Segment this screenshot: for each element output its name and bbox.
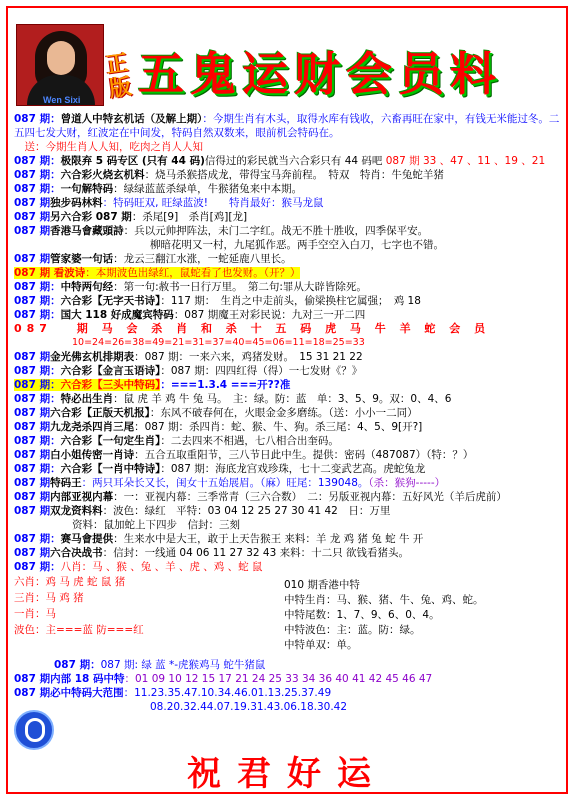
line-segment: 087 期： [14,435,61,447]
line-segment: 087 期 [14,491,51,503]
line-segment: 087 期 [14,407,51,419]
line-segment: ：087 期：杀四肖：蛇、猴、牛、狗。杀三尾：4、5、9[开?] [134,421,423,433]
line-segment: 087 期 [14,225,51,237]
header [8,8,566,112]
line-segment: ：特码旺双, 旺绿蓝波! 特肖最好：猴马龙鼠 [102,197,324,209]
circle-logo-icon [14,710,54,750]
content-lines [14,112,564,714]
text-line [14,420,564,434]
line-segment: ：一：亚视内幕：三季常青（三六合数） 二：另版亚视内幕：五好风光（羊后虎前） [113,491,507,503]
line-segment: 087 期 [14,267,54,279]
line-segment: ：波色：绿红 平特：03 04 12 25 27 30 41 42 日：万里 [102,505,391,517]
line-segment: 087 期 [14,211,51,223]
line-segment: 087 期： [14,155,61,167]
line-segment: ：087 期：一来六来，鸡猪发财。 15 31 21 22 [134,351,363,363]
line-segment: ：117 期： 生肖之中走前头，偷梁换柱它属强； 鸡 18 [160,295,421,307]
line-segment: 柳暗花明又一村，九尾狐作恶。两手空空入白刀，七字也不错。 [150,239,444,251]
line-segment: 赛马會提供 [60,533,114,545]
line-segment: 087 期: 绿 蓝 *-虎猴鸡马 蛇牛猪鼠 [100,659,266,671]
photo-tag: Wen Sixi [43,95,81,105]
text-line [14,672,564,686]
line-segment: 087 期 马 会 杀 肖 和 杀 十 五 码 虎 马 牛 羊 蛇 会 员 [14,322,491,335]
line-segment: 另六合彩 087 期 [50,211,132,223]
pick-line: 六肖：鸡 马 虎 蛇 鼠 猪 [14,576,126,588]
line-segment: 六合决战书 [50,547,103,559]
line-segment: ：087 期：四四红得（得）一七发财《？》 [160,365,363,377]
line-segment: 曾道人中特玄机话（及解上期） [60,113,203,125]
text-line [14,448,564,462]
text-line [14,658,564,672]
line-segment: 内部亚视内幕 [50,491,114,503]
text-line [14,700,564,714]
text-line [14,406,564,420]
pick-line: 波色：主===蓝 防===红 [14,624,144,636]
text-line [14,280,564,294]
line-segment: 087 期： [14,379,61,391]
line-segment: 白小姐传密一肖诗 [50,449,135,461]
line-segment: ：兵以元帅押阵法，未门二字红。战无不胜十胜收，四季保平安。 [123,225,429,237]
pick-line: 一肖：马 [14,608,56,620]
text-line [14,182,564,196]
text-line [14,546,564,560]
line-segment: 中特两句经 [60,281,114,293]
text-line [14,336,564,350]
line-segment: 087 期内部 18 码中特 [14,673,125,685]
line-segment: 双龙资料料 [50,505,103,517]
line-segment: 087 期 33 、47 、11 、19 、21 [385,155,546,167]
line-segment: 087 期： [14,365,61,377]
line-segment: ：绿绿蓝蓝杀绿单，牛猴猪兔来中本期。 [113,183,303,195]
text-line [14,112,564,140]
line-segment: ：087 期魔王对彩民说：九对三一开二四 [173,309,366,321]
text-line [14,196,564,210]
line-segment: 六合彩【一句定生肖】 [60,435,161,447]
line-segment: 087 期： [14,561,61,573]
line-segment: ：杀尾[9] 杀肖[鸡][龙] [131,211,248,223]
text-line [14,504,564,518]
line-segment: 087 期 [14,547,51,559]
tail-lines [14,658,564,714]
text-line [14,140,564,154]
line-segment: 六合彩【三头中特码】 [60,379,161,391]
line-segment: ：11.23.35.47.10.34.46.01.13.25.37.49 [123,687,332,699]
line-segment: ：鼠 虎 羊 鸡 牛 兔 马。 主：绿。防：蓝 单：3、5、9。双：0、4、6 [113,393,452,405]
line-segment: 087 期： [14,281,61,293]
line-segment: 08.20.32.44.07.19.31.43.06.18.30.42 [150,701,348,713]
poster-frame [6,6,568,794]
line-segment: 六合彩【无字天书诗】 [60,295,161,307]
line-segment: 管家婆一句话 [50,253,114,265]
text-line [14,434,564,448]
line-segment: 国大 118 好成魔宾特码 [60,309,174,321]
line-segment: 087 期： [14,393,61,405]
line-segment: ：01 09 10 12 15 17 21 24 25 33 34 36 40 41 42 45 46 47 [124,673,433,685]
line-segment: 087 期 [14,197,51,209]
text-line [14,252,564,266]
lower-section [14,574,564,658]
hk-special-line: 中特尾数：1、7、9、6、0、4。 [284,609,440,621]
text-line [14,560,564,574]
text-line [14,518,564,532]
line-segment: 087 期 [14,421,51,433]
line-segment: ：五合五取重阳节，三八节日此中生。提供：密码（487087）（特：？） [134,449,474,461]
line-segment: 资料：鼠加蛇上下四步 信封：三刻 [72,519,240,531]
text-line [14,462,564,476]
line-segment: ：===1.3.4 ===开??准 [160,379,291,391]
line-segment: 一句解特码 [60,183,114,195]
line-segment: 六合彩【正版天机报】 [50,407,150,419]
page-title: 五鬼运财会员料 [138,47,502,101]
hk-special-line: 010 期香港中特 [284,579,360,591]
text-line [14,378,564,392]
line-segment: 六合彩【金言玉语诗】 [60,365,161,377]
line-segment: （杀：猴狗-----） [368,477,446,489]
line-segment: 看波诗 [53,267,86,279]
line-segment: 087 期： [14,309,61,321]
line-segment: ：第一句:赦书一日行万里。 第二句:罪从大辟皆除死。 [113,281,367,293]
hk-special-line: 中特波色：主：蓝。防：绿。 [284,624,421,636]
text-line [14,350,564,364]
text-line [14,392,564,406]
line-segment: 087 期： [14,113,61,125]
line-segment: ：两只耳朵长又长，闺女十五始展眉。（麻）旺尾：139048。 [81,477,369,489]
line-segment: 087 期： [14,295,61,307]
text-line [14,322,564,336]
lower-left-list [14,574,274,638]
line-segment: 087 期 [14,477,51,489]
authentic-badge: 正版 [104,49,133,102]
line-segment: ：087 期：海底龙宫戏珍珠，七十二变武艺高。虎蛇兔龙 [160,463,426,475]
text-line [14,308,564,322]
text-line [14,364,564,378]
line-segment: ：烧马杀猴搭成龙，带得宝马奔前程。 特双 特肖：牛兔蛇羊猪 [144,169,444,181]
line-segment: 极限弃 5 码专区 (只有 44 码) [60,155,205,167]
line-segment: 特码王 [50,477,82,489]
text-line [14,532,564,546]
line-segment: 金光佛玄机排期表 [50,351,135,363]
text-line [14,168,564,182]
line-segment: 特必出生肖 [60,393,114,405]
hk-special-line: 中特生肖：马、猴、猪、牛、兔、鸡、蛇。 [284,594,484,606]
text-line [14,266,564,280]
line-segment: ：生来水中是大王，敢于上天告猴王 来料：羊 龙 鸡 猪 兔 蛇 牛 开 [113,533,424,545]
line-segment: ：二去四来不相遇，七八相合出奎码。 [160,435,339,447]
line-segment: 087 期必中特码大范围 [14,687,124,699]
line-segment: ：本期波色出绿红，鼠蛇看了也发财。（开？） [85,267,301,279]
line-segment: 10=24=26=38=49=21=31=37=40=45=06=11=18=25=33 [72,337,365,348]
text-line [14,294,564,308]
text-line [14,686,564,700]
line-segment: 087 期： [14,463,61,475]
line-segment: 独步码林料 [50,197,103,209]
line-segment: 087 期 [14,505,51,517]
text-line [14,238,564,252]
line-segment: 087 期： [14,183,61,195]
line-segment: 八肖：马 、猴 、兔 、羊 、虎 、鸡 、蛇 鼠 [60,561,263,573]
main-lines [14,112,564,574]
text-line [14,490,564,504]
line-segment: ：龙云三翻江水涨，一蛇延鹿八里长。 [113,253,292,265]
hk-special-line: 中特单双：单。 [284,639,358,651]
line-segment: 087 期： [14,533,61,545]
text-line [14,210,564,224]
line-segment: 087 期 [14,253,51,265]
line-segment: ：今期生肖有木头，取得水库有钱收，六畜再旺在家中，有钱无米能过冬。二五四七发大财，红波定在中间发，特码自然双数来，眼前机会特码在。 [14,113,560,139]
line-segment: ：东风不破春何在，火眼金金多磨练。（送：小小一二同） [149,407,418,419]
line-segment: 087 期： [54,659,101,671]
good-luck-footer: 祝君好运 [187,754,387,794]
line-segment: ：信封：一线通 04 06 11 27 32 43 来料：十二只 欲钱看猪头。 [102,547,409,559]
line-segment: 六合彩【一肖中特诗】 [60,463,161,475]
line-segment: 香港马會藏頭詩 [50,225,124,237]
line-segment: 送：今期生肖人人知，吃肉之肖人人知 [14,141,203,153]
line-segment: 六合彩火烧玄机料 [60,169,145,181]
text-line [14,224,564,238]
line-segment: 087 期 [14,449,51,461]
hongkong-special-box [284,578,564,653]
text-line [14,154,564,168]
line-segment: 九龙尧杀四肖三尾 [50,421,135,433]
line-segment: 087 期 [14,351,51,363]
text-line [14,476,564,490]
line-segment: 信得过的彩民就当六合彩只有 44 码吧 [204,155,386,167]
portrait-photo [16,24,104,106]
pick-line: 三肖：马 鸡 猪 [14,592,84,604]
line-segment: 087 期： [14,169,61,181]
